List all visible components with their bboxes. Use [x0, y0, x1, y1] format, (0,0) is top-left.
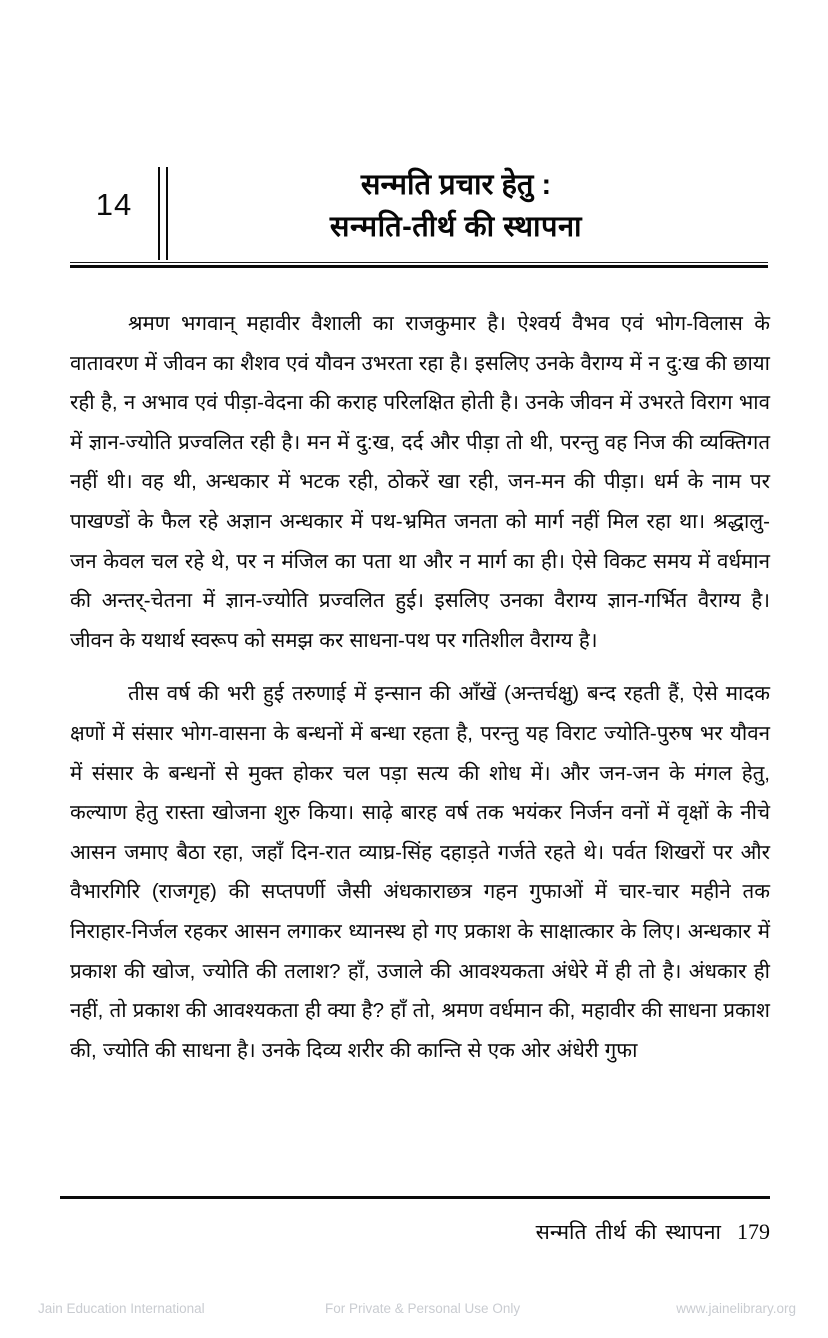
footer-horizontal-rule — [60, 1196, 770, 1199]
footer-rule-thick-line — [60, 1196, 770, 1199]
watermark-website-url[interactable]: www.jainelibrary.org — [676, 1301, 796, 1316]
chapter-number: 14 — [95, 186, 133, 222]
watermark-organization: Jain Education International — [38, 1301, 205, 1316]
chapter-divider-rule — [158, 167, 168, 260]
body-text-block — [70, 304, 770, 1070]
running-footer — [70, 1218, 770, 1246]
header-rule-thick-line — [70, 265, 768, 268]
chapter-number-cell — [70, 155, 158, 260]
footer-chapter-name: सन्मति तीर्थ की स्थापना — [535, 1221, 721, 1244]
header-horizontal-rule — [70, 262, 768, 268]
chapter-title-line-1: सन्मति प्रचार हेतु : — [360, 169, 552, 202]
watermark-bar — [0, 1292, 828, 1338]
page-number: 179 — [737, 1219, 770, 1244]
paragraph-2: तीस वर्ष की भरी हुई तरुणाई में इन्सान की आँखें (अन्तर्चक्षु) बन्द रहती हैं, ऐसे मादक क्षणों में संसार भोग-वासना के बन्धनों में बन्धा रहता है, परन्तु यह विराट ज्योति-पुरुष भर यौवन में संसार के बन्धनों से मुक्त होकर चल पड़ा सत्य की शोध में। और जन-जन के मंगल हेतु, कल्याण हेतु रास्ता खोजना शुरु किया। साढ़े बारह वर्ष तक भयंकर निर्जन वनों में वृक्षों के नीचे आसन जमाए बैठा रहा, जहाँ दिन-रात व्याघ्र-सिंह दहाड़ते गर्जते रहते थे। पर्वत शिखरों पर और वैभारगिरि (राजगृह) की सप्तपर्णी जैसी अंधकाराछत्र गहन गुफाओं में चार-चार महीने तक निराहार-निर्जल रहकर आसन लगाकर ध्यानस्थ हो गए प्रकाश के साक्षात्कार के लिए। अन्धकार में प्रकाश की खोज, ज्योति की तलाश? हाँ, उजाले की आवश्यकता अंधेरे में ही तो है। अंधकार ही नहीं, तो प्रकाश की आवश्यकता ही क्या है? हाँ तो, श्रमण वर्धमान की, महावीर की साधना प्रकाश की, ज्योति की साधना है। उनके दिव्य शरीर की कान्ति से एक ओर अंधेरी गुफा — [70, 682, 770, 1062]
chapter-header — [70, 155, 768, 260]
chapter-title-line-2: सन्मति-तीर्थ की स्थापना — [329, 210, 583, 243]
paragraph-1: श्रमण भगवान् महावीर वैशाली का राजकुमार है। ऐश्वर्य वैभव एवं भोग-विलास के वातावरण में जीवन का शैशव एवं यौवन उभरता रहा है। इसलिए उनके वैराग्य में न दु:ख की छाया रही है, न अभाव एवं पीड़ा-वेदना की कराह परिलक्षित होती है। उनके जीवन में उभरते विराग भाव में ज्ञान-ज्योति प्रज्वलित रही है। मन में दु:ख, दर्द और पीड़ा तो थी, परन्तु वह निज की व्यक्तिगत नहीं थी। वह थी, अन्धकार में भटक रही, ठोकरें खा रही, जन-मन की पीड़ा। धर्म के नाम पर पाखण्डों के फैल रहे अज्ञान अन्धकार में पथ-भ्रमित जनता को मार्ग नहीं मिल रहा था। श्रद्धालु-जन केवल चल रहे थे, पर न मंजिल का पता था और न मार्ग का ही। ऐसे विकट समय में वर्धमान की अन्तर्-चेतना में ज्ञान-ज्योति प्रज्वलित हुई। इसलिए उनका वैराग्य ज्ञान-गर्भित वैराग्य है। जीवन के यथार्थ स्वरूप को समझ कर साधना-पथ पर गतिशील वैराग्य है। — [70, 312, 770, 652]
watermark-usage-notice: For Private & Personal Use Only — [325, 1301, 521, 1316]
chapter-title — [168, 155, 768, 260]
